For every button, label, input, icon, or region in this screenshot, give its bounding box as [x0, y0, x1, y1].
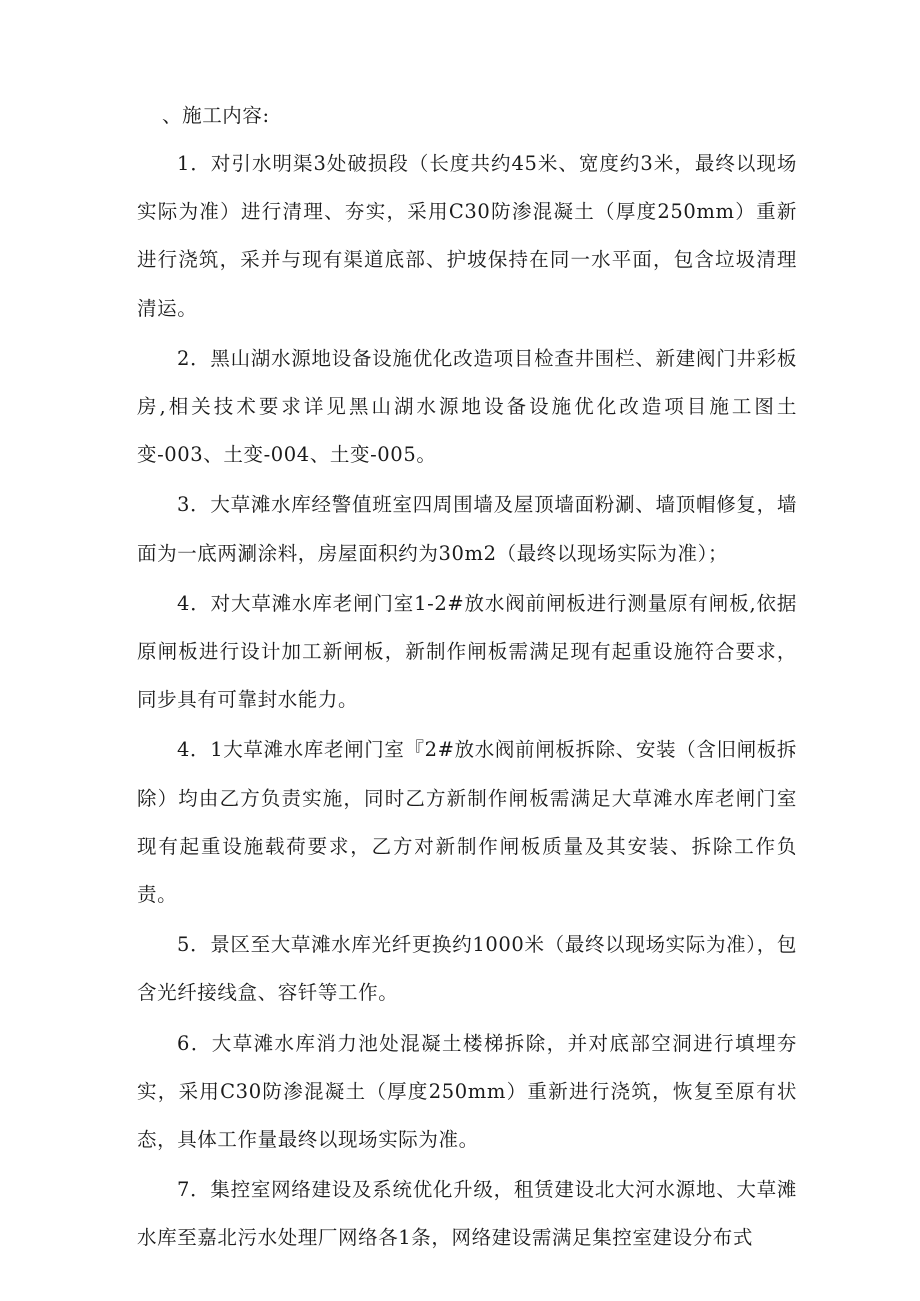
paragraph-item-7: 7．集控室网络建设及系统优化升级，租赁建设北大河水源地、大草滩水库至嘉北污水处理厂网络各1条，网络建设需满足集控室建设分布式 [137, 1178, 797, 1250]
section-heading: 、施工内容: [162, 104, 270, 127]
paragraph-item-3: 3．大草滩水库经警值班室四周围墙及屋顶墙面粉涮、墙顶帽修复，墙面为一底两涮涂料，房屋面积约为30m2（最终以现场实际为准）； [137, 493, 797, 565]
paragraph-item-6: 6．大草滩水库消力池处混凝土楼梯拆除，并对底部空洞进行填埋夯实，采用C30防渗混凝土（厚度250mm）重新进行浇筑，恢复至原有状态，具体工作量最终以现场实际为准。 [137, 1031, 797, 1152]
document-body [137, 92, 797, 1263]
paragraph-item-5: 5．景区至大草滩水库光纤更换约1000米（最终以现场实际为准），包含光纤接线盒、容钎等工作。 [137, 933, 797, 1005]
paragraph-item-2: 2．黑山湖水源地设备设施优化改造项目检查井围栏、新建阀门井彩板房,相关技术要求详见黑山湖水源地设备设施优化改造项目施工图土变-003、土变-004、土变-005。 [137, 346, 797, 467]
paragraph-item-1: 1．对引水明渠3处破损段（长度共约45米、宽度约3米，最终以现场实际为准）进行清理、夯实，采用C30防渗混凝土（厚度250mm）重新进行浇筑，采并与现有渠道底部、护坡保持在同一水平面，包含垃圾清理清运。 [137, 152, 797, 320]
paragraph-item-4: 4．对大草滩水库老闸门室1-2#放水阀前闸板进行测量原有闸板,依据原闸板进行设计加工新闸板，新制作闸板需满足现有起重设施符合要求，同步具有可靠封水能力。 [137, 591, 797, 712]
paragraph-item-4-1: 4．1大草滩水库老闸门室『2#放水阀前闸板拆除、安装（含旧闸板拆除）均由乙方负责实施，同时乙方新制作闸板需满足大草滩水库老闸门室现有起重设施载荷要求，乙方对新制作闸板质量及其安装、拆除工作负责。 [137, 738, 797, 907]
